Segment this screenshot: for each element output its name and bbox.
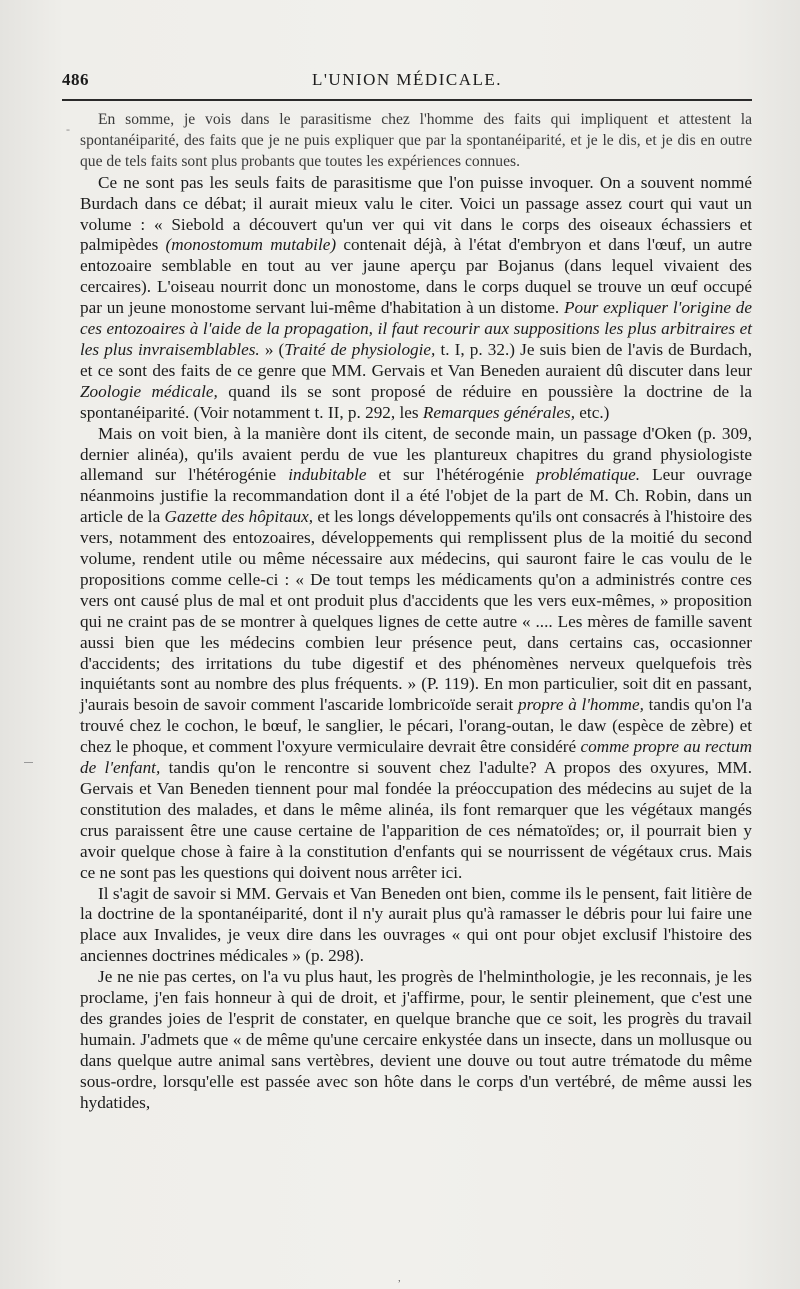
text-run: contenait déjà, à l'état d'embryon et dans l'œuf, un autre entozoaire semblable en tout au ver jaune aperçu par Bojanus (dans lequel vivaient des cercaires). L'oiseau nourrit donc un monostome, dans le corps duquel se trouve un œuf occupé par un jeune monostome servant lui-même d'habitation à un distome.: [80, 235, 753, 318]
text-run: Mais on voit bien, à la manière dont ils citent, de seconde main, un passage d'Oken (p. 309, dernier alinéa), qu'ils avaient perdu de vue les plantureux chapitres du grand physiologiste allemand sur l'hétérogénie: [80, 423, 752, 485]
italic-text: problématique.: [536, 465, 641, 485]
text-run: Il s'agit de savoir si MM. Gervais et Van Beneden ont bien, comme ils le pensent, fait litière de la doctrine de la spontanéiparité, dont il n'y aurait plus qu'à ramasser le débris pour lui faire une place aux Invalides, je veux dire dans les ouvrages « qui ont pour objet exclusif l'histoire des anciennes doctrines médicales » (p. 298).: [80, 883, 752, 966]
italic-text: Zoologie médicale,: [80, 381, 218, 401]
page-number: 486: [62, 70, 89, 89]
italic-text: Traité de physiologie,: [284, 339, 436, 359]
page-header: [62, 62, 752, 92]
margin-mark: -: [66, 122, 70, 136]
italic-text: Gazette des hôpitaux,: [164, 507, 314, 527]
text-run: En somme, je vois dans le parasitisme chez l'homme des faits qui impliquent et attestent la spontanéiparité, des faits que je ne puis expliquer que par la spontanéiparité, et je le dis, et je dis en outre que de tels faits sont plus probants que toutes les expériences connues.: [80, 111, 752, 170]
text-run: tandis qu'on l'a trouvé chez le cochon, le bœuf, le sanglier, le pécari, l'orang-outan, le daw (espèce de zèbre) et chez le phoque, et comment l'oxyure vermiculaire devrait être considéré: [80, 695, 752, 757]
text-run: Je ne nie pas certes, on l'a vu plus haut, les progrès de l'helminthologie, je les reconnais, je les proclame, j'en fais honneur à qui de droit, et j'affirme, pour, le sentir pleinement, que c'est une des grandes joies de l'esprit de constater, en quelque branche que ce soit, les progrès du travail humain. J'admets que « de même qu'une cercaire enkystée dans un insecte, dans un mollusque ou dans quelque autre animal sans vertèbres, devient une douve ou tout autre trématode du même sous-ordre, lorsqu'elle est passée avec son hôte dans le corps d'un vertébré, de même aussi les hydatides,: [80, 967, 752, 1112]
italic-text: comme propre au rectum de l'enfant,: [80, 737, 752, 778]
text-run: » (: [259, 339, 285, 359]
footer-mark: ,: [398, 1272, 401, 1284]
text-run: etc.): [575, 402, 610, 422]
italic-text: (monostomum mutabile): [165, 235, 337, 255]
paragraph-p4: [80, 884, 752, 968]
body-text: [80, 110, 752, 1114]
paragraph-p2: [80, 173, 752, 424]
header-rule: [62, 99, 752, 101]
italic-text: Remarques générales,: [422, 402, 575, 422]
margin-tick: [24, 762, 33, 763]
running-title: L'UNION MÉDICALE.: [311, 70, 503, 89]
paragraph-p5: [80, 967, 752, 1113]
text-run: tandis qu'on le rencontre si souvent chez l'adulte? A propos des oxyures, MM. Gervais et Van Beneden tiennent pour mal fondée la préoccupation des médecins au sujet de la constitution des malades, et dans le même alinéa, ils font remarquer que les végétaux mangés crus paraissent être une cause certaine de l'apparition de ces nématoïdes; or, il pourrait bien y avoir quelque chose à faire à la constitution d'enfants qui se nourrissent de végétaux crus. Mais ce ne sont pas les questions qui doivent nous arrêter ici.: [80, 758, 753, 882]
text-run: t. I, p. 32.) Je suis bien de l'avis de Burdach, et ce sont des faits de ce genre que MM. Gervais et Van Beneden auraient dû discuter dans leur: [80, 339, 753, 380]
text-run: quand ils se sont proposé de réduire en poussière la doctrine de la spontanéiparité. (Voir notamment t. II, p. 292, les: [80, 381, 752, 422]
text-run: Leur ouvrage néanmoins justifie la recommandation dont il a été l'objet de la part de M. Ch. Robin, dans un article de la: [80, 465, 752, 527]
italic-text: propre à l'homme,: [517, 695, 644, 715]
paragraph-p3: [80, 424, 752, 884]
text-run: et sur l'hétérogénie: [366, 465, 537, 485]
paragraph-p1: [80, 110, 752, 173]
text-run: Ce ne sont pas les seuls faits de parasitisme que l'on puisse invoquer. On a souvent nommé Burdach dans ce débat; il aurait mieux valu le citer. Voici un passage assez court qui vaut un volume : « Siebold a découvert qu'un ver qui vit dans le corps des oiseaux échassiers et palmipèdes: [80, 172, 752, 255]
text-run: et les longs développements qu'ils ont consacrés à l'histoire des vers, notamment des entozoaires, développements qui remplissent plus de la moitié du second volume, rendent utile ou même nécessaire aux médecins, qui sauront faire le cas voulu de le propositions comme celle-ci : « De tout temps les médicaments qu'on a administrés contre ces vers ont causé plus de mal et ont produit plus d'accidents que les vers eux-mêmes, » proposition qui ne craint pas de se montrer à quelques lignes de cette autre « .... Les mères de famille savent aussi bien que les médecins combien leur présence peut, dans certains cas, occasionner d'accidents; des irritations du tube digestif et des phénomènes nerveux quelquefois très inquiétants sont au nombre des plus fréquents. » (P. 119). En mon particulier, soit dit en passant, j'aurais besoin de savoir comment l'ascaride lombricoïde serait: [80, 507, 753, 715]
italic-text: indubitable: [288, 465, 367, 485]
italic-text: Pour expliquer l'origine de ces entozoaires à l'aide de la propagation, il faut recourir aux suppositions les plus arbitraires et les plus invraisemblables.: [80, 298, 752, 359]
